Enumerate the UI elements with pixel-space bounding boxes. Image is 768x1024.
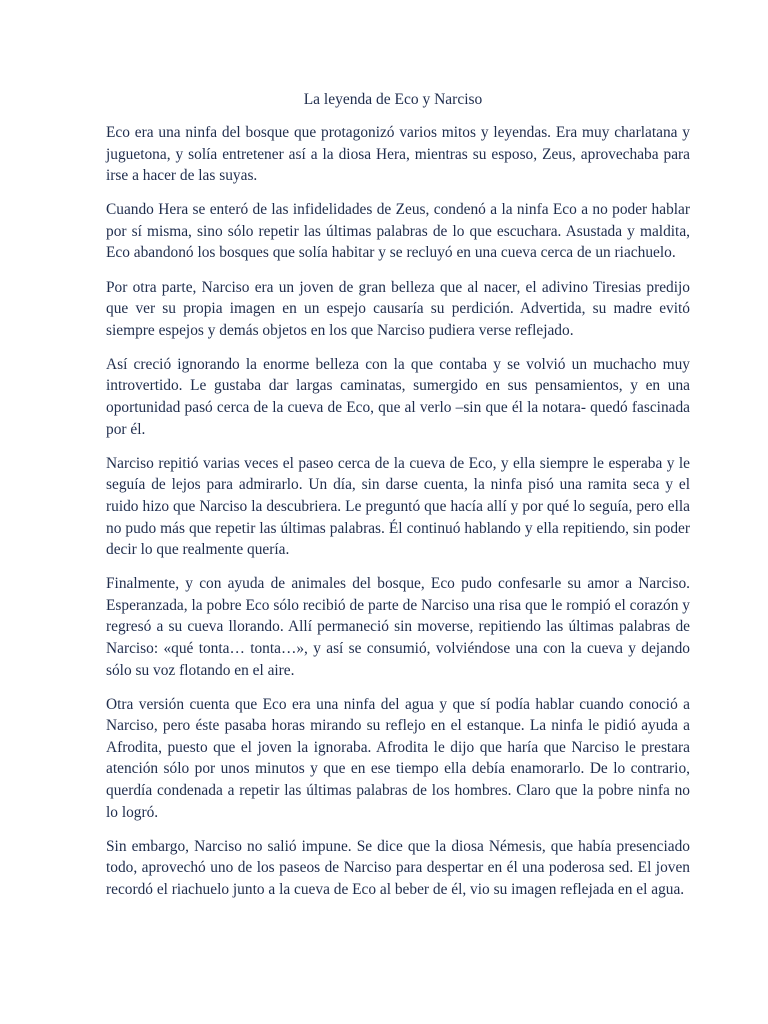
document-body (106, 122, 690, 913)
paragraph: Así creció ignorando la enorme belleza con la que contaba y se volvió un muchacho muy introvertido. Le gustaba dar largas caminatas, sumergido en sus pensamientos, y en una oportunidad pasó cerca de la cueva de Eco, que al verlo –sin que él la notara- quedó fascinada por él. (106, 355, 690, 438)
paragraph: Cuando Hera se enteró de las infidelidades de Zeus, condenó a la ninfa Eco a no poder hablar por sí misma, sino sólo repetir las últimas palabras de lo que escuchara. Asustada y maldita, Eco abandonó los bosques que solía habitar y se recluyó en una cueva cerca de un riachuelo. (106, 201, 690, 262)
paragraph: Sin embargo, Narciso no salió impune. Se dice que la diosa Némesis, que había presenciado todo, aprovechó uno de los paseos de Narciso para despertar en él una poderosa sed. El joven recordó el riachuelo junto a la cueva de Eco al beber de él, vio su imagen reflejada en el agua. (106, 837, 690, 898)
paragraph: Otra versión cuenta que Eco era una ninfa del agua y que sí podía hablar cuando conoció a Narciso, pero éste pasaba horas mirando su reflejo en el estanque. La ninfa le pidió ayuda a Afrodita, puesto que el joven la ignoraba. Afrodita le dijo que haría que Narciso le prestara atención sólo por unos minutos y que en ese tiempo ella debía enamorarlo. De lo contrario, querdía condenada a repetir las últimas palabras de los hombres. Claro que la pobre ninfa no lo logró. (106, 695, 690, 821)
paragraph: Finalmente, y con ayuda de animales del bosque, Eco pudo confesarle su amor a Narciso. Esperanzada, la pobre Eco sólo recibió de parte de Narciso una risa que le rompió el corazón y regresó a su cueva llorando. Allí permaneció sin moverse, repitiendo las últimas palabras de Narciso: «qué tonta… tonta…», y así se consumió, volviéndose una con la cueva y dejando sólo su voz flotando en el aire. (106, 575, 690, 679)
paragraph: Por otra parte, Narciso era un joven de gran belleza que al nacer, el adivino Tiresias predijo que ver su propia imagen en un espejo causaría su perdición. Advertida, su madre evitó siempre espejos y demás objetos en los que Narciso pudiera verse reflejado. (106, 278, 690, 339)
document-title: La leyenda de Eco y Narciso (303, 91, 483, 108)
paragraph: Eco era una ninfa del bosque que protagonizó varios mitos y leyendas. Era muy charlatana y juguetona, y solía entretener así a la diosa Hera, mientras su esposo, Zeus, aprovechaba para irse a hacer de las suyas. (106, 124, 690, 185)
paragraph: Narciso repitió varias veces el paseo cerca de la cueva de Eco, y ella siempre le esperaba y le seguía de lejos para admirarlo. Un día, sin darse cuenta, la ninfa pisó una ramita seca y el ruido hizo que Narciso la descubriera. Le preguntó que hacía allí y por qué lo seguía, pero ella no pudo más que repetir las últimas palabras. Él continuó hablando y ella repitiendo, sin poder decir lo que realmente quería. (106, 454, 690, 559)
